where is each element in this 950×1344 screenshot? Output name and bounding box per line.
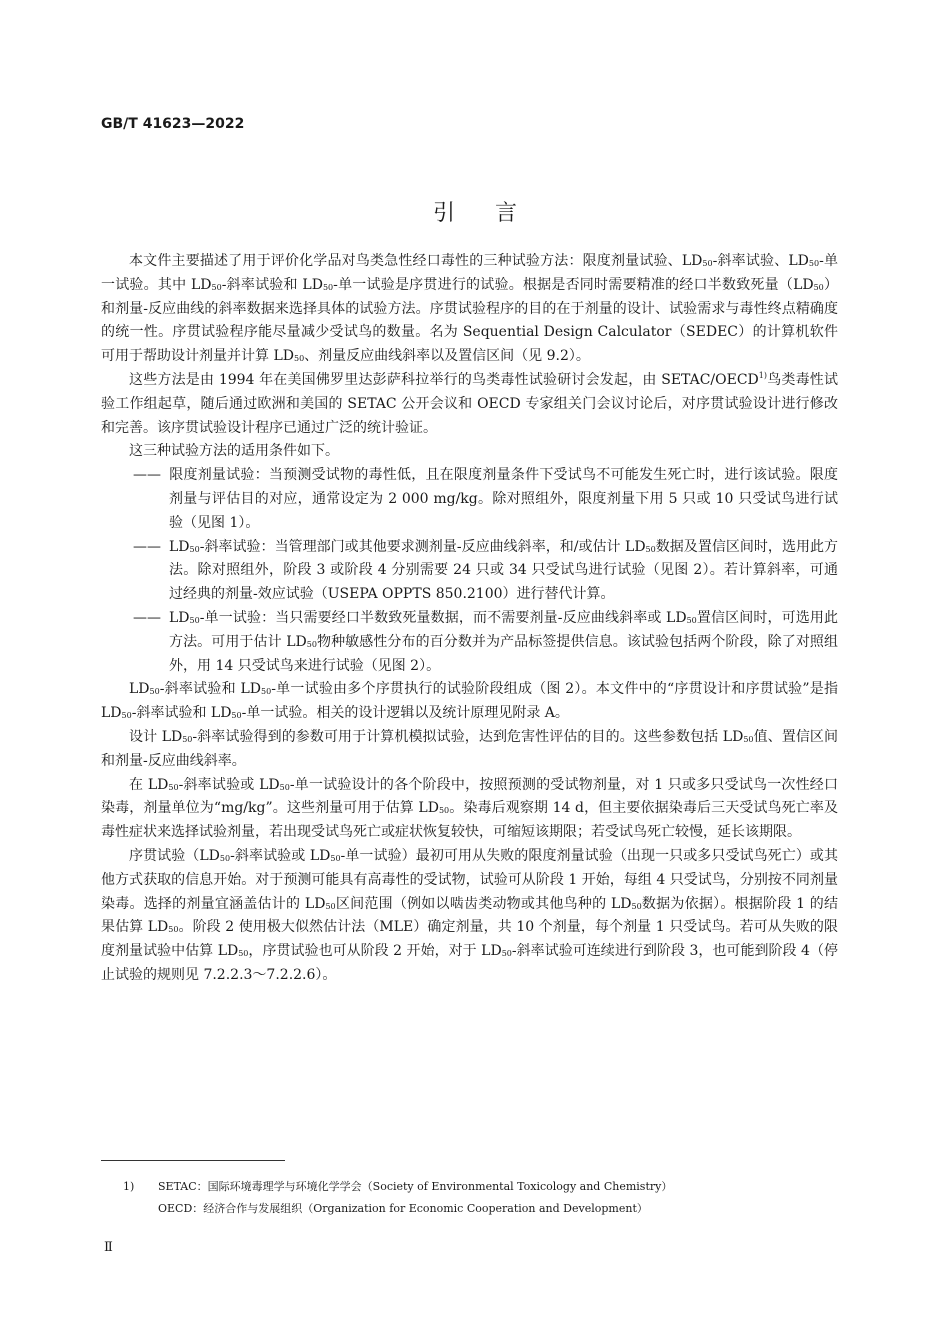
footnote-number: 1) bbox=[123, 1180, 135, 1193]
page-number: Ⅱ bbox=[104, 1240, 113, 1255]
list-item-slope-test: —— $LD_{50}-$斜率试验：当管理部门或其他要求测剂量-反应曲线斜率，和/或估计 $LD_{50}$数据及置信区间时，选用此方法。除对照组外，阶段 3 或阶段 4 分别需要 24 只或 34 只受试鸟进行试验（见图 2）。若计算斜率，可通过经典的剂量-效应试验（USEPA OPPTS 850.2100）进行替代计算。 bbox=[133, 538, 838, 603]
footnote bbox=[101, 1176, 861, 1220]
paragraph-1: 本文件主要描述了用于评价化学品对鸟类急性经口毒性的三种试验方法：限度剂量试验、$LD_{50}-$斜率试验、$LD_{50}-$单一试验。其中 $LD_{50}-$斜率试验和 $LD_{50}-$单一试验是序贯进行的试验。根据是否同时需要精准的经口半数致死量$(LD_{50})$和剂量-反应曲线的斜率数据来选择具体的试验方法。序贯试验程序的目的在于剂量的设计、试验需求与毒性终点精确度的统一性。序贯试验程序能尽量减少受试鸟的数量。名为 Sequential Design Calculator（SEDEC）的计算机软件可用于帮助设计剂量并计算 $LD_{50}$、剂量反应曲线斜率以及置信区间（见 9.2）。 bbox=[101, 253, 838, 365]
list-item-single-test: —— $LD_{50}-$单一试验：当只需要经口半数致死量数据，而不需要剂量-反应曲线斜率或 $LD_{50}$置信区间时，可选用此方法。可用于估计 $LD_{50}$物种敏感性分布的百分数并为产品标签提供信息。该试验包括两个阶段，除了对照组外，用 14 只受试鸟来进行试验（见图 2）。 bbox=[133, 609, 839, 674]
paragraph-4: $LD_{50}-$斜率试验和 $LD_{50}-$单一试验由多个序贯执行的试验阶段组成（图 2）。本文件中的“序贯设计和序贯试验”是指 $LD_{50}-$斜率试验和 $LD_{50}-$单一试验。相关的设计逻辑以及统计原理见附录 A。 bbox=[101, 681, 839, 722]
standard-code: GB/T 41623—2022 bbox=[101, 116, 245, 132]
paragraph-5: 设计 $LD_{50}-$斜率试验得到的参数可用于计算机模拟试验，达到危害性评估的目的。这些参数包括 $LD_{50}$值、置信区间和剂量-反应曲线斜率。 bbox=[101, 728, 838, 769]
footnote-ref: 1) bbox=[758, 370, 768, 380]
paragraph-6: 在 $LD_{50}-$斜率试验或 $LD_{50}-$单一试验设计的各个阶段中，按照预测的受试物剂量，对 1 只或多只受试鸟一次性经口染毒，剂量单位为“mg/kg”。这些剂量可用于估算 $LD_{50}$。染毒后观察期 14 d，但主要依据染毒后三天受试鸟死亡率及毒性症状来选择试验剂量，若出现受试鸟死亡或症状恢复较快，可缩短该期限；若受试鸟死亡较慢，延长该期限。 bbox=[101, 776, 838, 841]
footnote-divider bbox=[101, 1160, 285, 1161]
footnote-line-oecd: OECD：经济合作与发展组织（Organization for Economic Cooperation and Development） bbox=[158, 1202, 648, 1215]
paragraph-2: 这些方法是由 1994 年在美国佛罗里达彭萨科拉举行的鸟类毒性试验研讨会发起，由 SETAC/OECD$^{1)}$鸟类毒性试验工作组起草，随后通过欧洲和美国的 SETAC 公开会议和 OECD 专家组关门会议讨论后，对序贯试验设计进行修改和完善。该序贯试验设计程序已通过广泛的统计验证。 bbox=[101, 370, 838, 436]
footnote-line-setac: SETAC：国际环境毒理学与环境化学学会（Society of Environmental Toxicology and Chemistry） bbox=[158, 1180, 673, 1193]
paragraph-3: 这三种试验方法的适用条件如下。 bbox=[129, 443, 339, 460]
body-text bbox=[101, 250, 838, 988]
section-title: 引言 bbox=[432, 201, 557, 226]
list-item-limit-test: —— 限度剂量试验：当预测受试物的毒性低，且在限度剂量条件下受试鸟不可能发生死亡时，进行该试验。限度剂量与评估目的对应，通常设定为 2 000 mg/kg。除对照组外，限度剂量下用 5 只或 10 只受试鸟进行试验（见图 1）。 bbox=[133, 467, 838, 531]
paragraph-7: 序贯试验（$LD_{50}-$斜率试验或 $LD_{50}-$单一试验）最初可用从失败的限度剂量试验（出现一只或多只受试鸟死亡）或其他方式获取的信息开始。对于预测可能具有高毒性的受试物，试验可从阶段 1 开始，每组 4 只受试鸟，分别按不同剂量染毒。选择的剂量宜涵盖估计的 $LD_{50}$区间范围（例如以啮齿类动物或其他鸟种的 $LD_{50}$数据为依据）。根据阶段 1 的结果估算 $LD_{50}$。阶段 2 使用极大似然估计法（MLE）确定剂量，共 10 个剂量，每个剂量 1 只受试鸟。若可从失败的限度剂量试验中估算 $LD_{50}$，序贯试验也可从阶段 2 开始，对于 $LD_{50}-$斜率试验可连续进行到阶段 3，也可能到阶段 4（停止试验的规则见 7.2.2.3～7.2.2.6）。 bbox=[101, 847, 838, 983]
